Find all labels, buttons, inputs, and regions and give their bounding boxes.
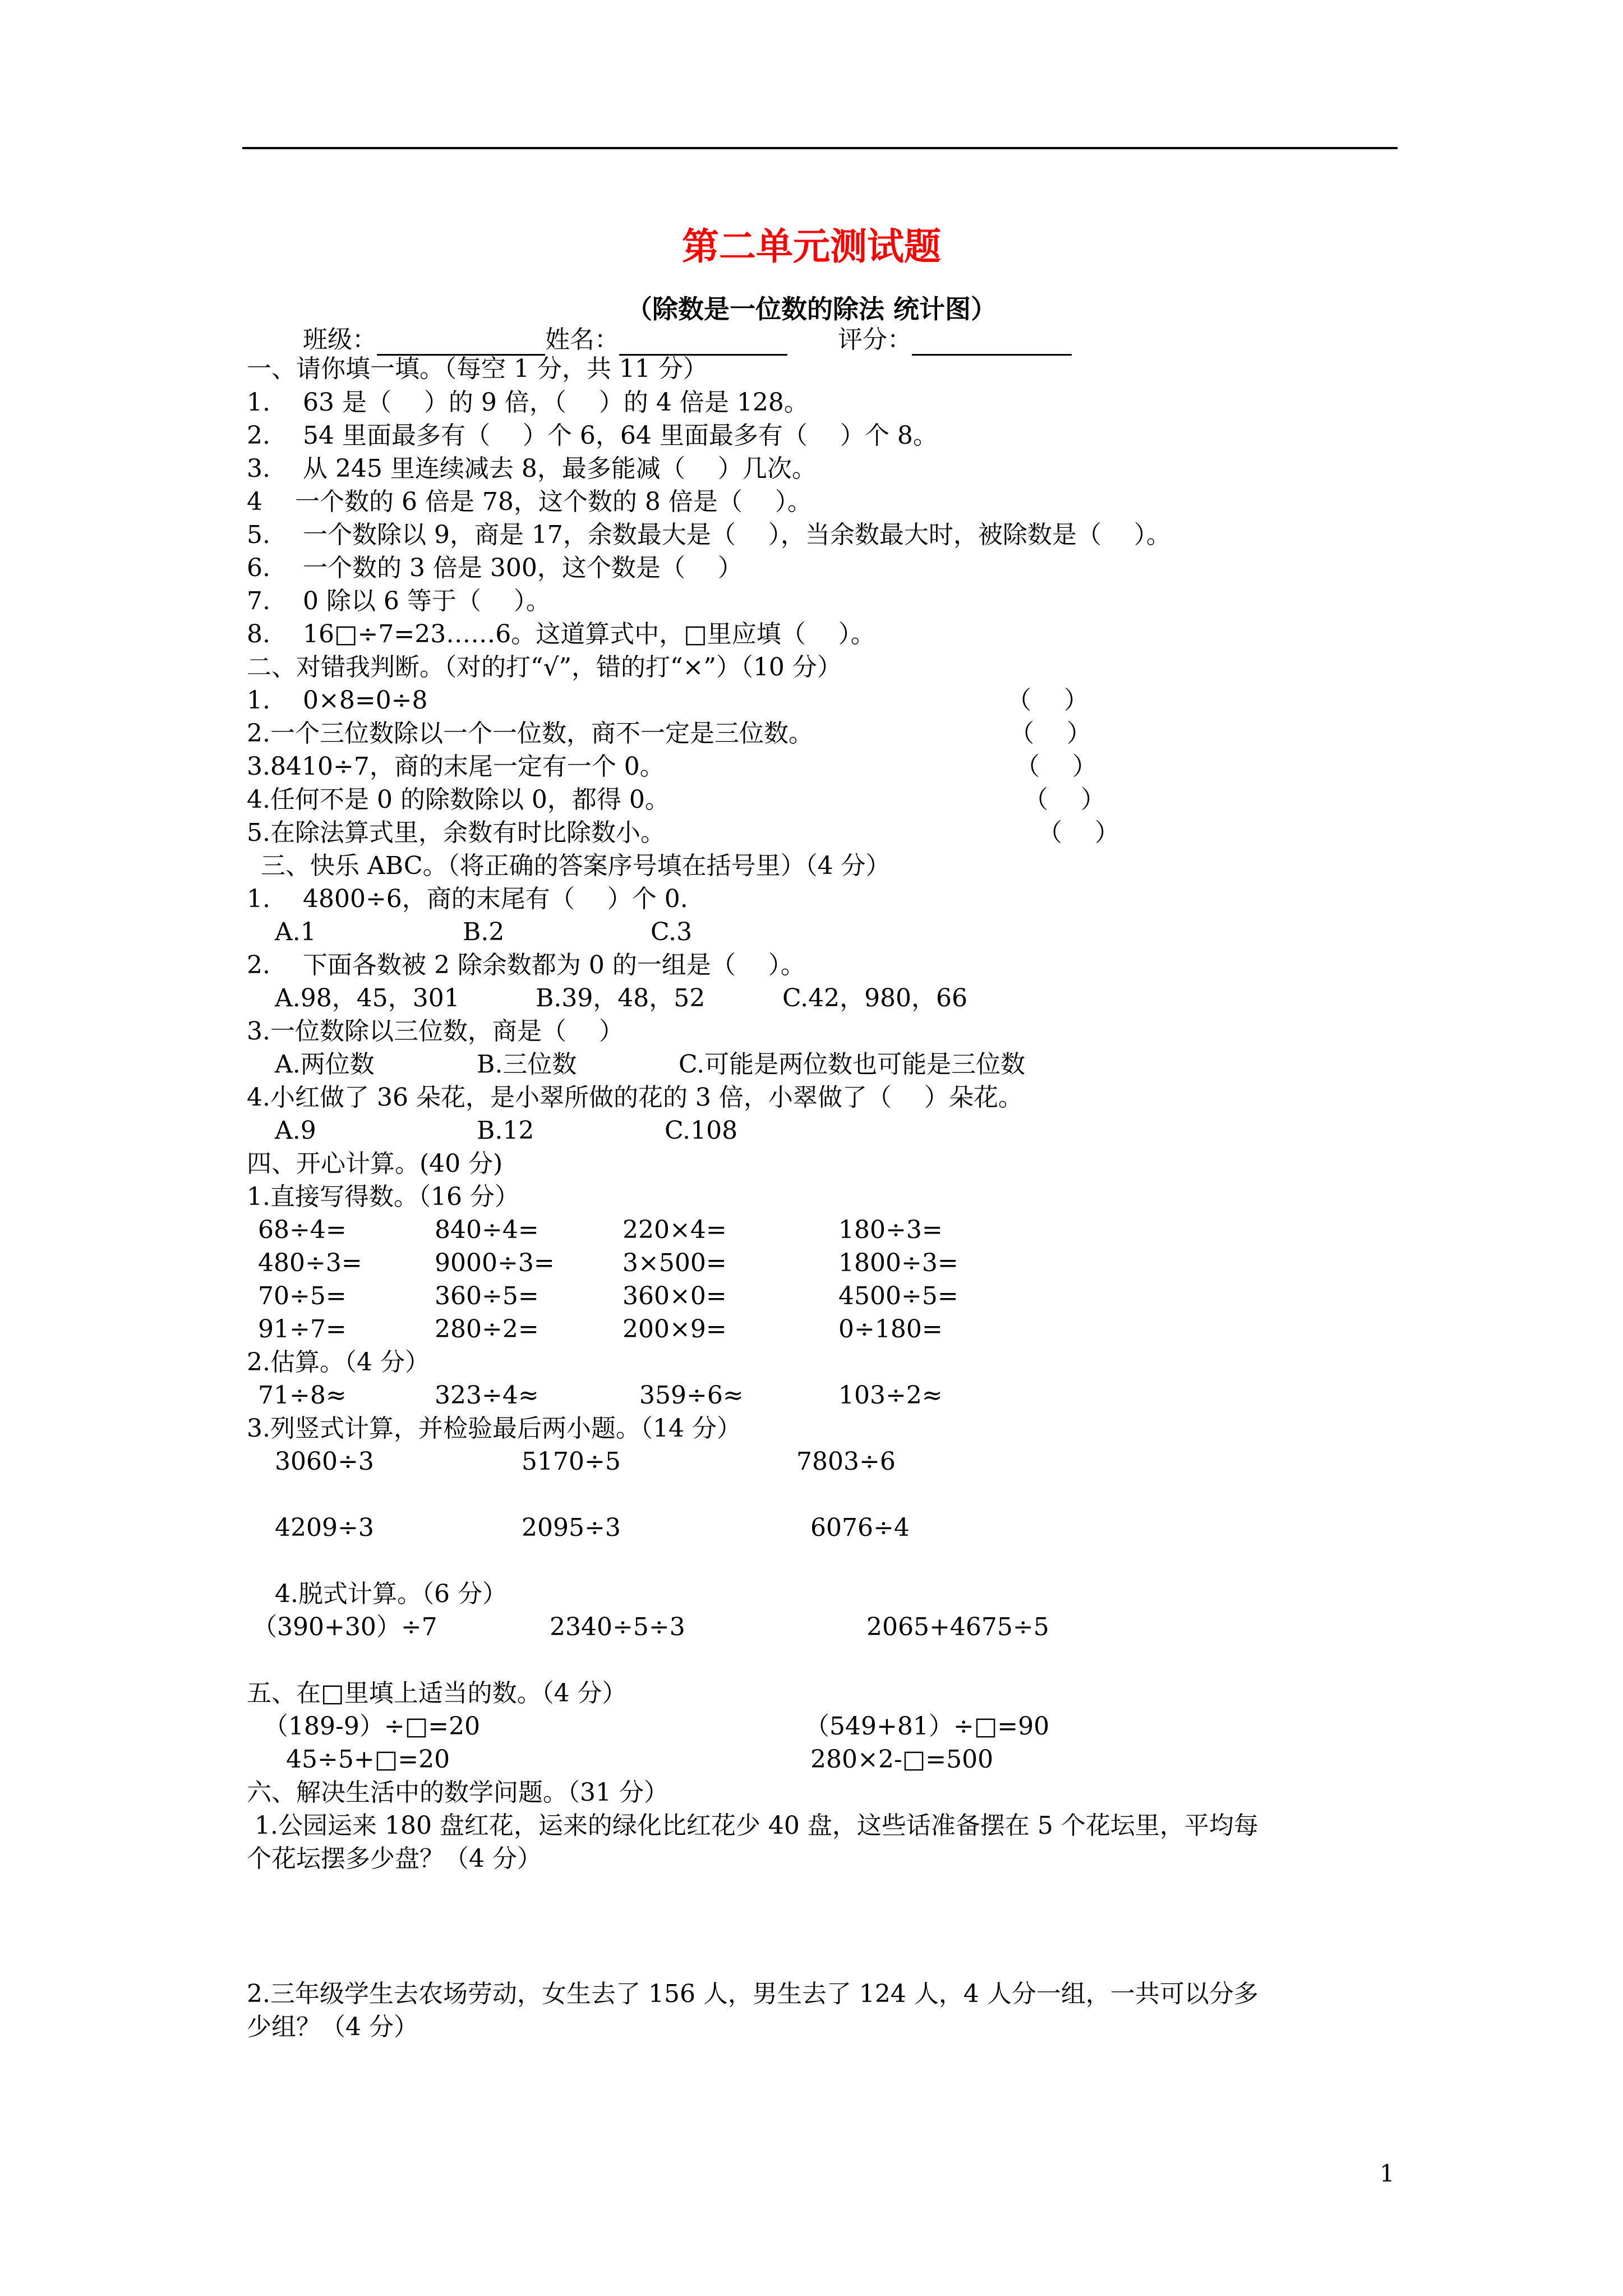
s3-option: A.98，45，301 xyxy=(275,984,460,1013)
s2-answer-paren[interactable]: （ ） xyxy=(1038,818,1119,847)
word-problem-2: 2.三年级学生去农场劳动，女生去了 156 人，男生去了 124 人，4 人分一组，一共可以分多 xyxy=(247,1980,1258,2008)
s3-option: C.3 xyxy=(651,918,693,946)
s2-item: 5.在除法算式里，余数有时比除数小。 xyxy=(247,818,665,847)
vertical-calc-item: 6076÷4 xyxy=(810,1513,910,1542)
estimate-item: 323÷4≈ xyxy=(435,1381,539,1410)
s2-answer-paren[interactable]: （ ） xyxy=(1015,752,1097,781)
vertical-calc-item: 7803÷6 xyxy=(796,1447,896,1476)
calc-item: 200×9= xyxy=(623,1315,727,1343)
calc-item: 9000÷3= xyxy=(435,1249,555,1277)
header-fields xyxy=(303,324,1072,356)
score-label: 评分： xyxy=(838,325,912,354)
section6-heading: 六、解决生活中的数学问题。（31 分） xyxy=(247,1778,668,1807)
calc-item: 0÷180= xyxy=(838,1315,943,1343)
fill-box-item: （189-9）÷□=20 xyxy=(264,1712,481,1741)
estimate-item: 103÷2≈ xyxy=(838,1381,943,1410)
s3-option: B.39，48，52 xyxy=(536,984,706,1013)
s2-answer-paren[interactable]: （ ） xyxy=(1007,686,1089,715)
word-problem-1: 1.公园运来 180 盘红花，运来的绿化比红花少 40 盘，这些话准备摆在 5 个花坛里，平均每 xyxy=(247,1811,1258,1840)
s2-answer-paren[interactable]: （ ） xyxy=(1009,719,1091,748)
s3-option: A.1 xyxy=(275,918,316,946)
s4-part1-heading: 1.直接写得数。（16 分） xyxy=(247,1182,519,1211)
fill-box-item: 280×2-□=500 xyxy=(810,1745,994,1774)
s3-question: 1. 4800÷6，商的末尾有（ ）个 0. xyxy=(247,885,688,913)
vertical-calc-item: 4209÷3 xyxy=(275,1513,374,1542)
fill-box-item: （549+81）÷□=90 xyxy=(805,1712,1050,1741)
calc-item: 480÷3= xyxy=(258,1249,362,1277)
s3-option: B.三位数 xyxy=(477,1050,577,1079)
calc-item: 360×0= xyxy=(623,1282,727,1310)
s1-item: 8. 16□÷7=23……6。这道算式中，□里应填（ ）。 xyxy=(247,620,875,648)
stepwise-calc-item: 2340÷5÷3 xyxy=(550,1613,685,1641)
section4-heading: 四、开心计算。(40 分) xyxy=(247,1149,503,1178)
calc-item: 220×4= xyxy=(623,1216,727,1244)
vertical-calc-item: 3060÷3 xyxy=(275,1447,374,1476)
vertical-calc-item: 5170÷5 xyxy=(522,1447,621,1476)
s2-item: 3.8410÷7，商的末尾一定有一个 0。 xyxy=(247,752,665,781)
calc-item: 68÷4= xyxy=(258,1216,347,1244)
s3-option: A.9 xyxy=(275,1116,316,1145)
s3-option: C.108 xyxy=(665,1116,738,1145)
s3-option: A.两位数 xyxy=(275,1050,375,1079)
page-subtitle: （除数是一位数的除法 统计图） xyxy=(626,294,997,324)
calc-item: 180÷3= xyxy=(838,1216,943,1244)
stepwise-calc-item: 2065+4675÷5 xyxy=(866,1613,1049,1641)
s1-item: 1. 63 是（ ）的 9 倍，（ ）的 4 倍是 128。 xyxy=(247,388,809,417)
fill-box-item: 45÷5+□=20 xyxy=(286,1745,450,1774)
calc-item: 70÷5= xyxy=(258,1282,347,1310)
s1-item: 4 一个数的 6 倍是 78，这个数的 8 倍是（ ）。 xyxy=(247,487,812,516)
calc-item: 1800÷3= xyxy=(838,1249,958,1277)
s1-item: 2. 54 里面最多有（ ）个 6，64 里面最多有（ ）个 8。 xyxy=(247,421,938,450)
section1-heading: 一、请你填一填。（每空 1 分，共 11 分） xyxy=(247,355,708,383)
s2-item: 1. 0×8=0÷8 xyxy=(247,686,428,715)
calc-item: 280÷2= xyxy=(435,1315,539,1343)
page-title: 第二单元测试题 xyxy=(682,224,941,268)
name-label: 姓名： xyxy=(545,325,619,354)
calc-item: 3×500= xyxy=(623,1249,727,1277)
class-label: 班级： xyxy=(303,325,377,354)
s4-part2-heading: 2.估算。（4 分） xyxy=(247,1348,430,1377)
s3-option: C.可能是两位数也可能是三位数 xyxy=(679,1050,1026,1079)
class-blank[interactable] xyxy=(377,329,545,356)
s2-item: 4.任何不是 0 的除数除以 0，都得 0。 xyxy=(247,785,670,814)
calc-item: 840÷4= xyxy=(435,1216,539,1244)
s4-part4-heading: 4.脱式计算。（6 分） xyxy=(275,1580,507,1608)
word-problem-1-cont: 个花坛摆多少盘？（4 分） xyxy=(247,1844,542,1873)
name-blank[interactable] xyxy=(619,329,787,356)
s1-item: 6. 一个数的 3 倍是 300，这个数是（ ） xyxy=(247,554,743,582)
calc-item: 91÷7= xyxy=(258,1315,347,1343)
page-number: 1 xyxy=(1380,2160,1395,2187)
top-rule xyxy=(242,147,1398,149)
s3-question: 2. 下面各数被 2 除余数都为 0 的一组是（ ）。 xyxy=(247,951,805,979)
section5-heading: 五、在□里填上适当的数。（4 分） xyxy=(247,1679,627,1708)
estimate-item: 71÷8≈ xyxy=(258,1381,347,1410)
s2-answer-paren[interactable]: （ ） xyxy=(1023,785,1105,814)
vertical-calc-item: 2095÷3 xyxy=(522,1513,621,1542)
s1-item: 5. 一个数除以 9，商是 17，余数最大是（ ），当余数最大时，被除数是（ ）。 xyxy=(247,521,1171,549)
section3-heading: 三、快乐 ABC。（将正确的答案序号填在括号里）（4 分） xyxy=(261,852,891,880)
calc-item: 4500÷5= xyxy=(838,1282,958,1310)
s3-option: B.12 xyxy=(477,1116,534,1145)
stepwise-calc-item: （390+30）÷7 xyxy=(252,1613,437,1641)
score-blank[interactable] xyxy=(912,329,1072,356)
s1-item: 7. 0 除以 6 等于（ ）。 xyxy=(247,587,551,615)
s1-item: 3. 从 245 里连续减去 8，最多能减（ ）几次。 xyxy=(247,454,817,483)
s3-question: 4.小红做了 36 朵花，是小翠所做的花的 3 倍，小翠做了（ ）朵花。 xyxy=(247,1083,1023,1112)
word-problem-2-cont: 少组？（4 分） xyxy=(247,2013,418,2041)
s3-option: B.2 xyxy=(463,918,505,946)
s4-part3-heading: 3.列竖式计算，并检验最后两小题。（14 分） xyxy=(247,1414,741,1443)
s2-item: 2.一个三位数除以一个一位数，商不一定是三位数。 xyxy=(247,719,813,748)
s3-option: C.42，980，66 xyxy=(782,984,968,1013)
section2-heading: 二、对错我判断。（对的打“√”，错的打“×”）（10 分） xyxy=(247,653,842,682)
s3-question: 3.一位数除以三位数，商是（ ） xyxy=(247,1017,624,1046)
estimate-item: 359÷6≈ xyxy=(639,1381,744,1410)
calc-item: 360÷5= xyxy=(435,1282,539,1310)
